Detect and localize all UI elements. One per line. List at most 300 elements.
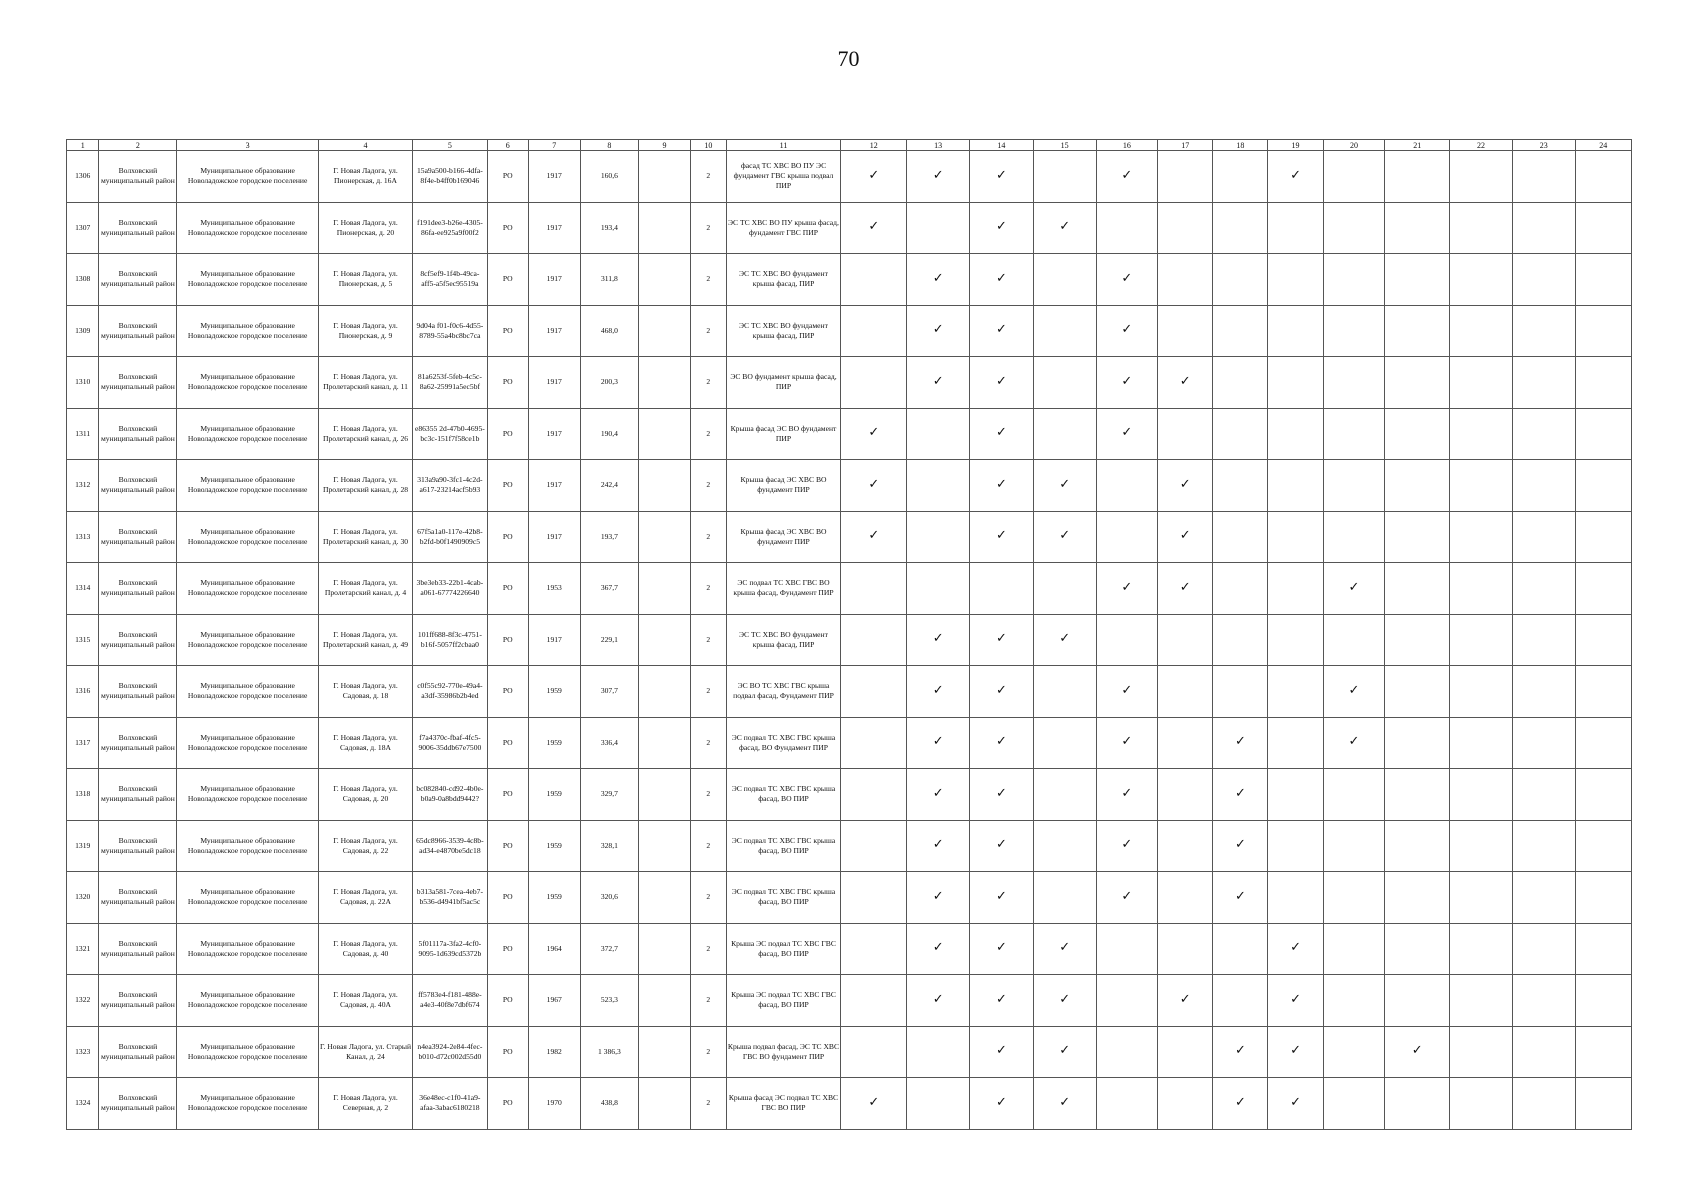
municipality-cell: Муниципальное образование Новоладожское городское поселение xyxy=(177,254,319,306)
municipality-cell: Муниципальное образование Новоладожское городское поселение xyxy=(177,357,319,409)
guid-cell: f191dee3-b26e-4305-86fa-ee925a9f00f2 xyxy=(413,202,488,254)
empty-check-cell xyxy=(1575,717,1631,769)
district-cell: Волховский муниципальный район xyxy=(99,151,177,203)
type-cell: РО xyxy=(487,872,528,924)
col10-cell: 2 xyxy=(690,1078,726,1130)
empty-check-cell xyxy=(1385,614,1450,666)
row-number-cell: 1317 xyxy=(67,717,99,769)
empty-check-cell xyxy=(1158,408,1213,460)
empty-check-cell xyxy=(1213,254,1268,306)
row-number-cell: 1308 xyxy=(67,254,99,306)
check-mark-icon: ✓ xyxy=(1096,820,1158,872)
guid-cell: 15a9a500-b166-4dfa-8f4e-b4ff0b169046 xyxy=(413,151,488,203)
table-row xyxy=(67,923,1632,975)
row-number-cell: 1307 xyxy=(67,202,99,254)
district-cell: Волховский муниципальный район xyxy=(99,1026,177,1078)
column-header: 14 xyxy=(970,140,1034,151)
area-cell: 190,4 xyxy=(580,408,638,460)
empty-check-cell xyxy=(1268,305,1323,357)
empty-check-cell xyxy=(1096,975,1158,1027)
area-cell: 468,0 xyxy=(580,305,638,357)
row-number-cell: 1318 xyxy=(67,769,99,821)
guid-cell: 8cf5ef9-1f4b-49ca-aff5-a5f5ec95519a xyxy=(413,254,488,306)
empty-check-cell xyxy=(1512,563,1575,615)
column-header: 15 xyxy=(1033,140,1096,151)
col9-cell xyxy=(639,1026,691,1078)
col9-cell xyxy=(639,202,691,254)
works-cell: Крыша подвал фасад, ЭС ТС ХВС ГВС ВО фундамент ПИР xyxy=(726,1026,841,1078)
check-mark-icon: ✓ xyxy=(907,975,970,1027)
empty-check-cell xyxy=(1033,666,1096,718)
column-header: 2 xyxy=(99,140,177,151)
column-header: 9 xyxy=(639,140,691,151)
col10-cell: 2 xyxy=(690,614,726,666)
col9-cell xyxy=(639,460,691,512)
check-mark-icon: ✓ xyxy=(1213,717,1268,769)
col10-cell: 2 xyxy=(690,202,726,254)
area-cell: 1 386,3 xyxy=(580,1026,638,1078)
address-cell: Г. Новая Ладога, ул. Садовая, д. 22А xyxy=(318,872,412,924)
column-header: 5 xyxy=(413,140,488,151)
year-cell: 1917 xyxy=(528,202,580,254)
check-mark-icon: ✓ xyxy=(1323,666,1385,718)
column-header: 13 xyxy=(907,140,970,151)
row-number-cell: 1311 xyxy=(67,408,99,460)
row-number-cell: 1323 xyxy=(67,1026,99,1078)
check-mark-icon: ✓ xyxy=(970,254,1034,306)
municipality-cell: Муниципальное образование Новоладожское городское поселение xyxy=(177,717,319,769)
empty-check-cell xyxy=(1323,975,1385,1027)
check-mark-icon: ✓ xyxy=(1096,254,1158,306)
area-cell: 372,7 xyxy=(580,923,638,975)
address-cell: Г. Новая Ладога, ул. Пионерская, д. 20 xyxy=(318,202,412,254)
empty-check-cell xyxy=(1323,769,1385,821)
empty-check-cell xyxy=(1323,872,1385,924)
empty-check-cell xyxy=(1323,305,1385,357)
empty-check-cell xyxy=(841,872,907,924)
column-header: 3 xyxy=(177,140,319,151)
row-number-cell: 1306 xyxy=(67,151,99,203)
type-cell: РО xyxy=(487,305,528,357)
type-cell: РО xyxy=(487,254,528,306)
address-cell: Г. Новая Ладога, ул. Пролетарский канал, д. 49 xyxy=(318,614,412,666)
empty-check-cell xyxy=(1268,872,1323,924)
col10-cell: 2 xyxy=(690,975,726,1027)
district-cell: Волховский муниципальный район xyxy=(99,254,177,306)
municipality-cell: Муниципальное образование Новоладожское городское поселение xyxy=(177,408,319,460)
empty-check-cell xyxy=(1385,511,1450,563)
area-cell: 336,4 xyxy=(580,717,638,769)
check-mark-icon: ✓ xyxy=(1096,872,1158,924)
empty-check-cell xyxy=(1512,717,1575,769)
column-header: 10 xyxy=(690,140,726,151)
guid-cell: 5f01117a-3fa2-4cf0-9095-1d639cd5372b xyxy=(413,923,488,975)
empty-check-cell xyxy=(1450,254,1513,306)
municipality-cell: Муниципальное образование Новоладожское городское поселение xyxy=(177,975,319,1027)
empty-check-cell xyxy=(1512,511,1575,563)
empty-check-cell xyxy=(1385,769,1450,821)
municipality-cell: Муниципальное образование Новоладожское городское поселение xyxy=(177,460,319,512)
guid-cell: 65dc8966-3539-4c8b-ad34-e4870be5dc18 xyxy=(413,820,488,872)
table-row xyxy=(67,820,1632,872)
district-cell: Волховский муниципальный район xyxy=(99,614,177,666)
empty-check-cell xyxy=(1096,614,1158,666)
empty-check-cell xyxy=(1575,202,1631,254)
empty-check-cell xyxy=(1158,820,1213,872)
address-cell: Г. Новая Ладога, ул. Садовая, д. 40А xyxy=(318,975,412,1027)
year-cell: 1917 xyxy=(528,305,580,357)
empty-check-cell xyxy=(1450,511,1513,563)
address-cell: Г. Новая Ладога, ул. Садовая, д. 18 xyxy=(318,666,412,718)
empty-check-cell xyxy=(1575,151,1631,203)
table-row xyxy=(67,408,1632,460)
table-row xyxy=(67,357,1632,409)
row-number-cell: 1315 xyxy=(67,614,99,666)
check-mark-icon: ✓ xyxy=(907,717,970,769)
guid-cell: c0f55c92-770e-49a4-a3df-35986b2b4ed xyxy=(413,666,488,718)
column-header: 21 xyxy=(1385,140,1450,151)
type-cell: РО xyxy=(487,666,528,718)
empty-check-cell xyxy=(1268,202,1323,254)
area-cell: 367,7 xyxy=(580,563,638,615)
empty-check-cell xyxy=(1213,511,1268,563)
column-header: 22 xyxy=(1450,140,1513,151)
guid-cell: 9d04a f01-f0c6-4d55-8789-55a4bc8bc7ca xyxy=(413,305,488,357)
row-number-cell: 1314 xyxy=(67,563,99,615)
column-header: 12 xyxy=(841,140,907,151)
check-mark-icon: ✓ xyxy=(970,305,1034,357)
check-mark-icon: ✓ xyxy=(907,357,970,409)
empty-check-cell xyxy=(1450,563,1513,615)
year-cell: 1917 xyxy=(528,408,580,460)
empty-check-cell xyxy=(1575,1078,1631,1130)
check-mark-icon: ✓ xyxy=(907,820,970,872)
check-mark-icon: ✓ xyxy=(841,1078,907,1130)
district-cell: Волховский муниципальный район xyxy=(99,460,177,512)
table-body xyxy=(67,151,1632,1130)
empty-check-cell xyxy=(1323,1026,1385,1078)
empty-check-cell xyxy=(1323,408,1385,460)
row-number-cell: 1321 xyxy=(67,923,99,975)
area-cell: 328,1 xyxy=(580,820,638,872)
check-mark-icon: ✓ xyxy=(1213,872,1268,924)
year-cell: 1982 xyxy=(528,1026,580,1078)
col10-cell: 2 xyxy=(690,357,726,409)
check-mark-icon: ✓ xyxy=(841,408,907,460)
empty-check-cell xyxy=(841,666,907,718)
area-cell: 523,3 xyxy=(580,975,638,1027)
works-cell: фасад ТС ХВС ВО ПУ ЭС фундамент ГВС крыша подвал ПИР xyxy=(726,151,841,203)
empty-check-cell xyxy=(1575,305,1631,357)
empty-check-cell xyxy=(1385,563,1450,615)
empty-check-cell xyxy=(1450,872,1513,924)
type-cell: РО xyxy=(487,460,528,512)
empty-check-cell xyxy=(1268,717,1323,769)
empty-check-cell xyxy=(1450,717,1513,769)
works-cell: ЭС ТС ХВС ВО фундамент крыша фасад, ПИР xyxy=(726,614,841,666)
works-cell: ЭС подвал ТС ХВС ГВС крыша фасад, ВО ПИР xyxy=(726,769,841,821)
empty-check-cell xyxy=(1323,1078,1385,1130)
empty-check-cell xyxy=(1213,563,1268,615)
check-mark-icon: ✓ xyxy=(907,305,970,357)
col9-cell xyxy=(639,305,691,357)
guid-cell: f7a4370c-fbaf-4fc5-9006-35ddb67e7500 xyxy=(413,717,488,769)
check-mark-icon: ✓ xyxy=(1158,460,1213,512)
address-cell: Г. Новая Ладога, ул. Пролетарский канал, д. 28 xyxy=(318,460,412,512)
empty-check-cell xyxy=(1323,151,1385,203)
check-mark-icon: ✓ xyxy=(970,666,1034,718)
empty-check-cell xyxy=(1268,254,1323,306)
check-mark-icon: ✓ xyxy=(1033,202,1096,254)
empty-check-cell xyxy=(1512,151,1575,203)
year-cell: 1917 xyxy=(528,254,580,306)
empty-check-cell xyxy=(1450,666,1513,718)
address-cell: Г. Новая Ладога, ул. Пролетарский канал, д. 30 xyxy=(318,511,412,563)
empty-check-cell xyxy=(1213,202,1268,254)
district-cell: Волховский муниципальный район xyxy=(99,408,177,460)
area-cell: 307,7 xyxy=(580,666,638,718)
area-cell: 193,7 xyxy=(580,511,638,563)
empty-check-cell xyxy=(1158,1078,1213,1130)
district-cell: Волховский муниципальный район xyxy=(99,305,177,357)
guid-cell: 101ff688-8f3c-4751-b16f-5057ff2cbaa0 xyxy=(413,614,488,666)
address-cell: Г. Новая Ладога, ул. Пролетарский канал, д. 26 xyxy=(318,408,412,460)
col10-cell: 2 xyxy=(690,666,726,718)
row-number-cell: 1313 xyxy=(67,511,99,563)
table-row xyxy=(67,511,1632,563)
address-cell: Г. Новая Ладога, ул. Пионерская, д. 9 xyxy=(318,305,412,357)
empty-check-cell xyxy=(1158,202,1213,254)
empty-check-cell xyxy=(841,923,907,975)
empty-check-cell xyxy=(1213,923,1268,975)
empty-check-cell xyxy=(841,254,907,306)
year-cell: 1967 xyxy=(528,975,580,1027)
guid-cell: 313a9a90-3fc1-4c2d-a617-23214acf5b93 xyxy=(413,460,488,512)
empty-check-cell xyxy=(1323,923,1385,975)
empty-check-cell xyxy=(1450,357,1513,409)
check-mark-icon: ✓ xyxy=(1096,305,1158,357)
empty-check-cell xyxy=(1575,254,1631,306)
check-mark-icon: ✓ xyxy=(1096,717,1158,769)
empty-check-cell xyxy=(1158,923,1213,975)
col10-cell: 2 xyxy=(690,1026,726,1078)
column-header: 4 xyxy=(318,140,412,151)
year-cell: 1959 xyxy=(528,820,580,872)
district-cell: Волховский муниципальный район xyxy=(99,717,177,769)
empty-check-cell xyxy=(1385,1078,1450,1130)
area-cell: 311,8 xyxy=(580,254,638,306)
column-header: 11 xyxy=(726,140,841,151)
works-cell: Крыша фасад ЭС ХВС ВО фундамент ПИР xyxy=(726,511,841,563)
empty-check-cell xyxy=(1158,254,1213,306)
check-mark-icon: ✓ xyxy=(970,820,1034,872)
guid-cell: 67f5a1a0-117e-42b8-b2fd-b0f1490909c5 xyxy=(413,511,488,563)
check-mark-icon: ✓ xyxy=(1268,1026,1323,1078)
type-cell: РО xyxy=(487,202,528,254)
empty-check-cell xyxy=(1158,717,1213,769)
col9-cell xyxy=(639,666,691,718)
check-mark-icon: ✓ xyxy=(1096,151,1158,203)
empty-check-cell xyxy=(1575,666,1631,718)
col9-cell xyxy=(639,1078,691,1130)
municipality-cell: Муниципальное образование Новоладожское городское поселение xyxy=(177,820,319,872)
check-mark-icon: ✓ xyxy=(1268,151,1323,203)
area-cell: 320,6 xyxy=(580,872,638,924)
check-mark-icon: ✓ xyxy=(1033,460,1096,512)
empty-check-cell xyxy=(1096,923,1158,975)
empty-check-cell xyxy=(841,563,907,615)
check-mark-icon: ✓ xyxy=(1268,975,1323,1027)
empty-check-cell xyxy=(1033,872,1096,924)
year-cell: 1959 xyxy=(528,872,580,924)
check-mark-icon: ✓ xyxy=(1158,975,1213,1027)
row-number-cell: 1309 xyxy=(67,305,99,357)
empty-check-cell xyxy=(1450,820,1513,872)
empty-check-cell xyxy=(907,202,970,254)
col10-cell: 2 xyxy=(690,460,726,512)
year-cell: 1959 xyxy=(528,769,580,821)
empty-check-cell xyxy=(1033,769,1096,821)
empty-check-cell xyxy=(1450,923,1513,975)
guid-cell: e86355 2d-47b0-4695-bc3c-151f7f58ce1b xyxy=(413,408,488,460)
address-cell: Г. Новая Ладога, ул. Садовая, д. 40 xyxy=(318,923,412,975)
empty-check-cell xyxy=(1158,769,1213,821)
area-cell: 329,7 xyxy=(580,769,638,821)
check-mark-icon: ✓ xyxy=(1096,408,1158,460)
col9-cell xyxy=(639,717,691,769)
municipality-cell: Муниципальное образование Новоладожское городское поселение xyxy=(177,563,319,615)
type-cell: РО xyxy=(487,563,528,615)
empty-check-cell xyxy=(1385,666,1450,718)
empty-check-cell xyxy=(1033,305,1096,357)
empty-check-cell xyxy=(1512,460,1575,512)
empty-check-cell xyxy=(1033,408,1096,460)
empty-check-cell xyxy=(1512,975,1575,1027)
check-mark-icon: ✓ xyxy=(1268,923,1323,975)
table-row xyxy=(67,202,1632,254)
works-cell: Крыша ЭС подвал ТС ХВС ГВС фасад, ВО ПИР xyxy=(726,975,841,1027)
column-header: 16 xyxy=(1096,140,1158,151)
empty-check-cell xyxy=(970,563,1034,615)
year-cell: 1917 xyxy=(528,614,580,666)
row-number-cell: 1324 xyxy=(67,1078,99,1130)
check-mark-icon: ✓ xyxy=(1096,357,1158,409)
table-row xyxy=(67,1078,1632,1130)
district-cell: Волховский муниципальный район xyxy=(99,511,177,563)
type-cell: РО xyxy=(487,408,528,460)
empty-check-cell xyxy=(1268,820,1323,872)
address-cell: Г. Новая Ладога, ул. Старый Канал, д. 24 xyxy=(318,1026,412,1078)
district-cell: Волховский муниципальный район xyxy=(99,563,177,615)
col9-cell xyxy=(639,511,691,563)
empty-check-cell xyxy=(1213,151,1268,203)
row-number-cell: 1316 xyxy=(67,666,99,718)
row-number-cell: 1310 xyxy=(67,357,99,409)
registry-table xyxy=(66,139,1632,1130)
area-cell: 438,8 xyxy=(580,1078,638,1130)
type-cell: РО xyxy=(487,1026,528,1078)
check-mark-icon: ✓ xyxy=(970,717,1034,769)
municipality-cell: Муниципальное образование Новоладожское городское поселение xyxy=(177,872,319,924)
col9-cell xyxy=(639,820,691,872)
empty-check-cell xyxy=(1512,1078,1575,1130)
empty-check-cell xyxy=(1512,872,1575,924)
empty-check-cell xyxy=(1213,975,1268,1027)
empty-check-cell xyxy=(907,563,970,615)
year-cell: 1959 xyxy=(528,666,580,718)
table-row xyxy=(67,460,1632,512)
empty-check-cell xyxy=(1213,305,1268,357)
works-cell: ЭС подвал ТС ХВС ГВС крыша фасад, ВО ПИР xyxy=(726,820,841,872)
municipality-cell: Муниципальное образование Новоладожское городское поселение xyxy=(177,305,319,357)
check-mark-icon: ✓ xyxy=(1033,511,1096,563)
empty-check-cell xyxy=(1213,357,1268,409)
check-mark-icon: ✓ xyxy=(1323,717,1385,769)
empty-check-cell xyxy=(1450,975,1513,1027)
col9-cell xyxy=(639,254,691,306)
year-cell: 1959 xyxy=(528,717,580,769)
year-cell: 1917 xyxy=(528,511,580,563)
empty-check-cell xyxy=(1385,975,1450,1027)
empty-check-cell xyxy=(1512,305,1575,357)
check-mark-icon: ✓ xyxy=(1323,563,1385,615)
type-cell: РО xyxy=(487,717,528,769)
empty-check-cell xyxy=(1033,563,1096,615)
year-cell: 1953 xyxy=(528,563,580,615)
empty-check-cell xyxy=(1323,357,1385,409)
empty-check-cell xyxy=(1385,872,1450,924)
empty-check-cell xyxy=(1575,820,1631,872)
empty-check-cell xyxy=(1268,666,1323,718)
column-header: 18 xyxy=(1213,140,1268,151)
empty-check-cell xyxy=(841,305,907,357)
column-header: 23 xyxy=(1512,140,1575,151)
empty-check-cell xyxy=(1033,151,1096,203)
column-header: 20 xyxy=(1323,140,1385,151)
check-mark-icon: ✓ xyxy=(970,151,1034,203)
check-mark-icon: ✓ xyxy=(1213,820,1268,872)
empty-check-cell xyxy=(1213,614,1268,666)
empty-check-cell xyxy=(1033,357,1096,409)
area-cell: 193,4 xyxy=(580,202,638,254)
address-cell: Г. Новая Ладога, ул. Садовая, д. 20 xyxy=(318,769,412,821)
empty-check-cell xyxy=(1450,1026,1513,1078)
col9-cell xyxy=(639,923,691,975)
check-mark-icon: ✓ xyxy=(970,769,1034,821)
district-cell: Волховский муниципальный район xyxy=(99,357,177,409)
check-mark-icon: ✓ xyxy=(841,511,907,563)
check-mark-icon: ✓ xyxy=(1158,511,1213,563)
area-cell: 200,3 xyxy=(580,357,638,409)
column-header: 8 xyxy=(580,140,638,151)
type-cell: РО xyxy=(487,614,528,666)
col9-cell xyxy=(639,769,691,821)
type-cell: РО xyxy=(487,151,528,203)
check-mark-icon: ✓ xyxy=(970,202,1034,254)
district-cell: Волховский муниципальный район xyxy=(99,975,177,1027)
address-cell: Г. Новая Ладога, ул. Садовая, д. 18А xyxy=(318,717,412,769)
works-cell: ЭС подвал ТС ХВС ГВС крыша фасад, ВО ПИР xyxy=(726,872,841,924)
check-mark-icon: ✓ xyxy=(970,408,1034,460)
type-cell: РО xyxy=(487,923,528,975)
district-cell: Волховский муниципальный район xyxy=(99,872,177,924)
year-cell: 1917 xyxy=(528,151,580,203)
works-cell: ЭС ТС ХВС ВО фундамент крыша фасад, ПИР xyxy=(726,254,841,306)
check-mark-icon: ✓ xyxy=(1158,357,1213,409)
year-cell: 1970 xyxy=(528,1078,580,1130)
check-mark-icon: ✓ xyxy=(1096,563,1158,615)
municipality-cell: Муниципальное образование Новоладожское городское поселение xyxy=(177,923,319,975)
